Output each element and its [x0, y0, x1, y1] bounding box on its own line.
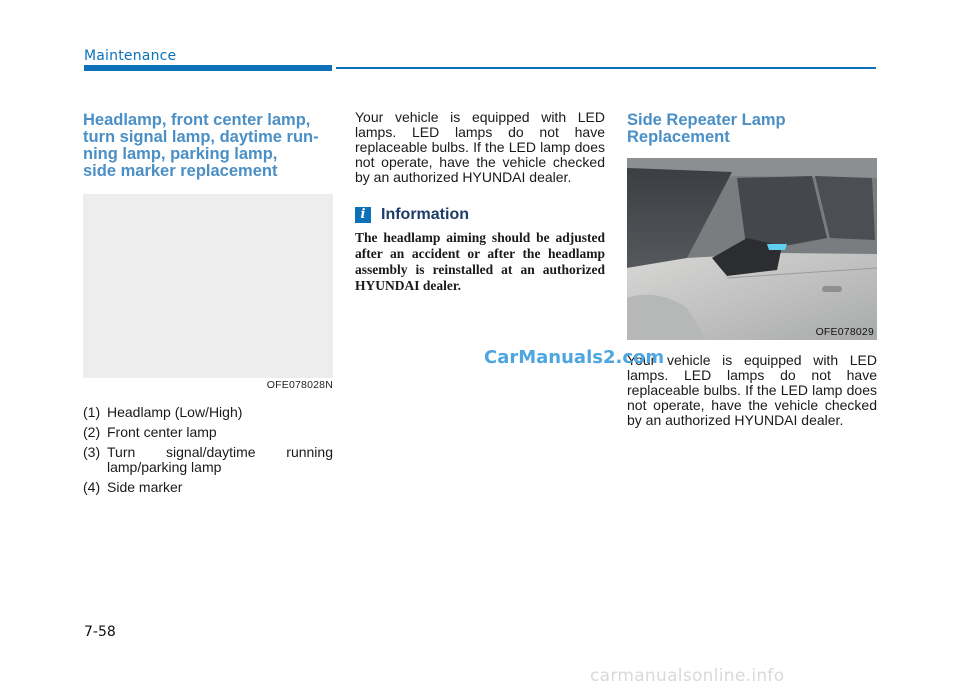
page-number: 7-58	[84, 624, 116, 640]
header-rule-thick	[84, 65, 332, 71]
site-watermark[interactable]: CarManuals2.com	[484, 347, 665, 368]
list-item: (3) Turn signal/daytime running lamp/parking lamp	[83, 444, 333, 475]
figure-code: OFE078028N	[266, 379, 333, 391]
middle-column	[355, 110, 605, 294]
list-item: (1) Headlamp (Low/High)	[83, 404, 243, 420]
list-item: (2) Front center lamp	[83, 424, 217, 440]
footer-watermark: carmanualsonline.info	[590, 666, 785, 686]
side-mirror-photo	[627, 158, 877, 340]
headlamp-figure	[83, 194, 333, 378]
header-rule-thin	[336, 67, 876, 69]
list-item: (4) Side marker	[83, 479, 183, 495]
headlamp-heading: Headlamp, front center lamp, turn signal lamp, daytime run- ning lamp, parking lamp, side marker replacement	[83, 111, 319, 180]
information-title: Information	[381, 206, 469, 223]
car-mirror-illustration	[627, 158, 877, 340]
info-icon: i	[355, 207, 371, 223]
side-repeater-heading: Side Repeater Lamp Replacement	[627, 111, 786, 146]
information-header	[355, 206, 605, 224]
left-column	[83, 112, 333, 500]
photo-code: OFE078029	[815, 326, 874, 338]
lamp-list	[83, 405, 333, 495]
side-repeater-paragraph: Your vehicle is equipped with LED lamps. LED lamps do not have replaceable bulbs. If the LED lamp does not operate, have the vehicle checked by an authorized HYUNDAI dealer.	[627, 352, 877, 428]
section-label: Maintenance	[84, 48, 177, 64]
right-column	[627, 112, 877, 428]
led-paragraph: Your vehicle is equipped with LED lamps. LED lamps do not have replaceable bulbs. If the LED lamp does not operate, have the vehicle checked by an authorized HYUNDAI dealer.	[355, 109, 605, 185]
information-text: The headlamp aiming should be adjusted after an accident or after the headlamp assembly is reinstalled at an authorized HYUNDAI dealer.	[355, 230, 605, 293]
